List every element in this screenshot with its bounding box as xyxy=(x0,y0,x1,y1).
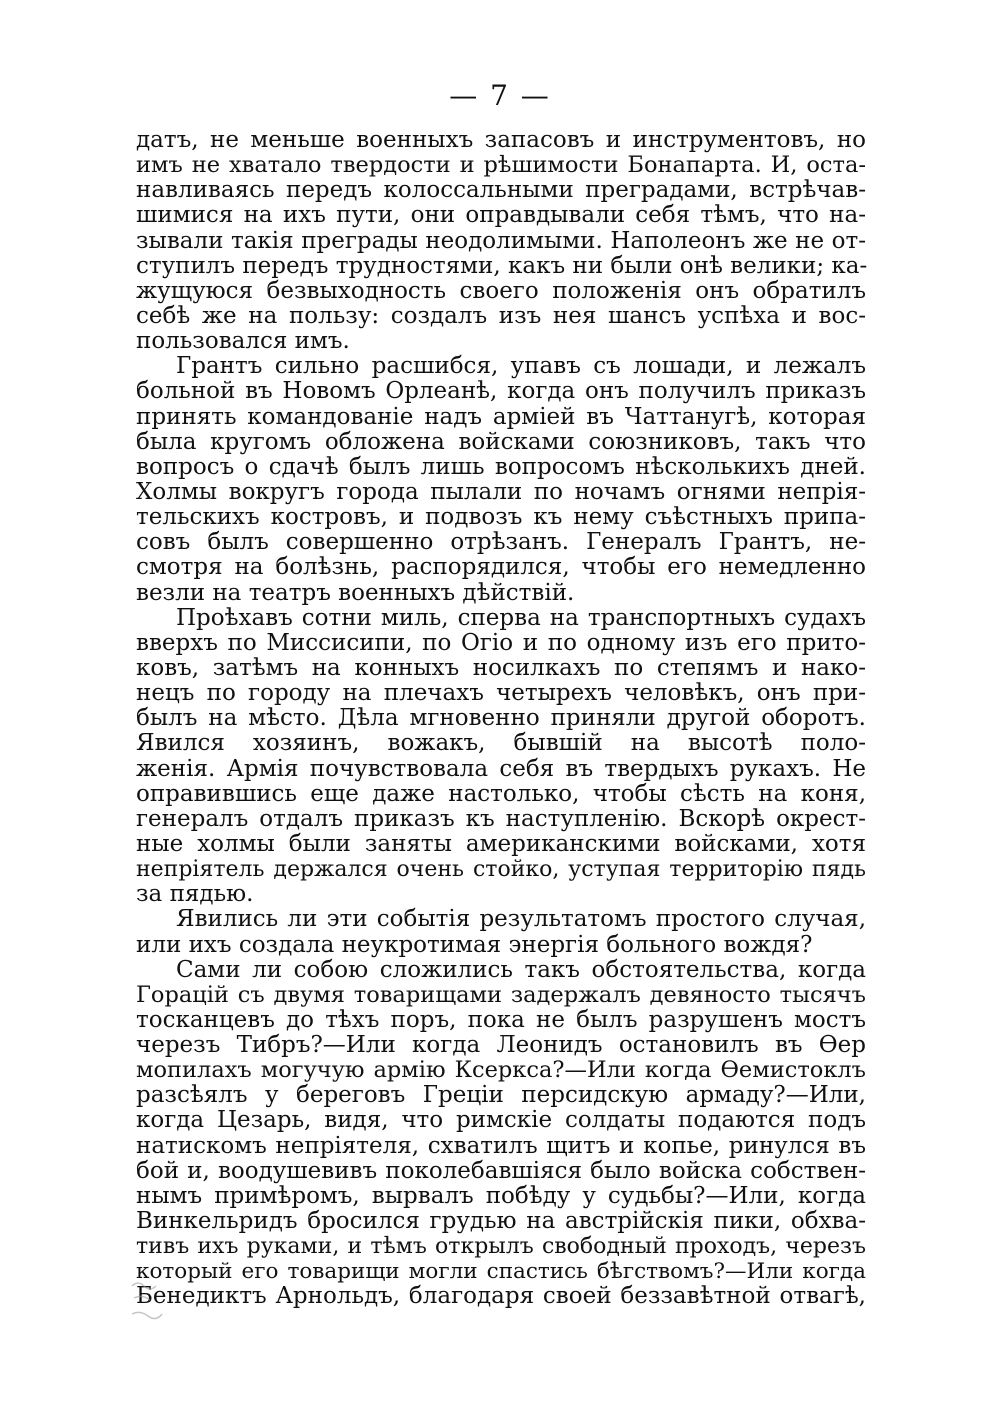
text-line: ные холмы были заняты американскими войсками, хотя xyxy=(136,830,866,857)
text-line: разсѣялъ у береговъ Греціи персидскую армаду?—Или, xyxy=(136,1082,866,1109)
text-line: тивъ ихъ руками, и тѣмъ открылъ свободный проходъ, черезъ xyxy=(136,1234,866,1260)
text-line: нымъ примѣромъ, вырвалъ побѣду у судьбы?—Или, когда xyxy=(136,1182,866,1209)
text-line: Горацій съ двумя товарищами задержалъ девяносто тысячъ xyxy=(136,981,866,1008)
text-line: датъ, не меньше военныхъ запасовъ и инструментовъ, но xyxy=(136,127,866,153)
text-line: Винкельридъ бросился грудью на австрійскія пики, обхва- xyxy=(136,1208,866,1235)
text-line: шимися на ихъ пути, они оправдывали себя тѣмъ, что на- xyxy=(136,202,866,229)
text-line: Бенедиктъ Арнольдъ, благодаря своей беззавѣтной отвагѣ, xyxy=(136,1283,866,1310)
text-line: везли на театръ военныхъ дѣйствій. xyxy=(136,579,575,606)
text-line: Сами ли собою сложились такъ обстоятельства, когда xyxy=(176,956,866,983)
text-line: была кругомъ обложена войсками союзниковъ, такъ что xyxy=(136,428,866,455)
text-line: Грантъ сильно расшибся, упавъ съ лошади, и лежалъ xyxy=(176,353,866,380)
text-line: натискомъ непріятеля, схватилъ щитъ и копье, ринулся въ xyxy=(136,1132,866,1159)
text-line: женія. Армія почувствовала себя въ твердыхъ рукахъ. Не xyxy=(136,755,866,782)
text-line: генералъ отдалъ приказъ къ наступленію. Вскорѣ окрест- xyxy=(136,805,866,832)
text-line: Явился хозяинъ, вожакъ, бывшій на высотѣ поло- xyxy=(136,730,866,757)
text-line: тосканцевъ до тѣхъ поръ, пока не былъ разрушенъ мостъ xyxy=(136,1006,866,1033)
text-line: принять командованіе надъ арміей въ Чаттанугѣ, которая xyxy=(136,403,866,430)
text-line: за пядью. xyxy=(136,881,254,908)
text-line: смотря на болѣзнь, распорядился, чтобы его немедленно xyxy=(136,554,866,581)
text-line: былъ на мѣсто. Дѣла мгновенно приняли другой оборотъ. xyxy=(136,705,866,732)
text-line: жущуюся безвыходность своего положенія онъ обратилъ xyxy=(136,277,866,304)
text-line: мопилахъ могучую армію Ксеркса?—Или когда Ѳемистоклъ xyxy=(136,1057,866,1084)
text-line: совъ былъ совершенно отрѣзанъ. Генералъ Грантъ, не- xyxy=(136,529,866,556)
body-text xyxy=(136,128,866,1310)
text-line: пользовался имъ. xyxy=(136,328,350,355)
text-line: Явились ли эти событія результатомъ простого случая, xyxy=(176,906,866,933)
text-line: черезъ Тибръ?—Или когда Леонидъ остановилъ въ Ѳер xyxy=(136,1032,866,1059)
text-line: вопросъ о сдачѣ былъ лишь вопросомъ нѣсколькихъ дней. xyxy=(136,453,866,480)
text-line: вверхъ по Миссисипи, по Огіо и по одному изъ его прито- xyxy=(136,629,866,656)
text-line: имъ не хватало твердости и рѣшимости Бонапарта. И, оста- xyxy=(136,152,866,179)
text-line: нецъ по городу на плечахъ четырехъ человѣкъ, онъ при- xyxy=(136,680,866,707)
text-line: больной въ Новомъ Орлеанѣ, когда онъ получилъ приказъ xyxy=(136,378,866,405)
text-line: оправившись еще даже настолько, чтобы сѣсть на коня, xyxy=(136,780,866,807)
text-line: когда Цезарь, видя, что римскіе солдаты подаются подъ xyxy=(136,1107,866,1134)
text-line: бой и, воодушевивъ поколебавшіяся было войска собствен- xyxy=(136,1157,866,1184)
library-stamp-mark xyxy=(128,1276,174,1326)
text-line: или ихъ создала неукротимая энергія больного вождя? xyxy=(136,931,813,958)
text-line: Холмы вокругъ города пылали по ночамъ огнями непрія- xyxy=(136,478,866,505)
text-line: зывали такія преграды неодолимыми. Наполеонъ же не от- xyxy=(136,227,866,254)
text-line: ковъ, затѣмъ на конныхъ носилкахъ по степямъ и нако- xyxy=(136,654,866,681)
text-line: непріятель держался очень стойко, уступая территорію пядь xyxy=(136,857,866,883)
text-line: тельскихъ костровъ, и подвозъ къ нему съѣстныхъ припа- xyxy=(136,504,866,531)
text-line: Проѣхавъ сотни миль, сперва на транспортныхъ судахъ xyxy=(176,604,866,631)
text-line: который его товарищи могли спастись бѣгствомъ?—Или когда xyxy=(136,1259,866,1285)
text-line: себѣ же на пользу: создалъ изъ нея шансъ успѣха и вос- xyxy=(136,302,866,329)
page-number: — 7 — xyxy=(449,79,551,112)
text-line: навливаясь передъ колоссальными преградами, встрѣчав- xyxy=(136,177,866,204)
text-line: ступилъ передъ трудностями, какъ ни были онѣ велики; ка- xyxy=(136,252,868,279)
